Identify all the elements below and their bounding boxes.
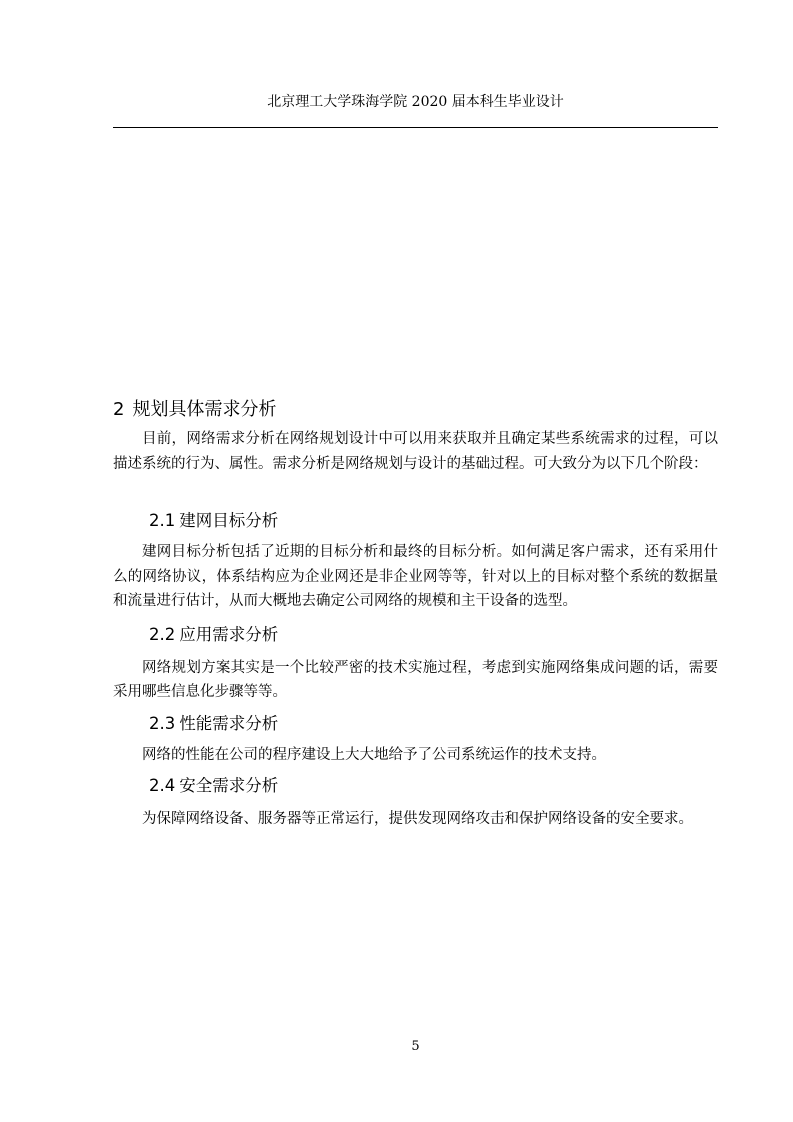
- chapter-number: 2: [113, 399, 125, 420]
- section-number: 2.2: [149, 624, 176, 644]
- section-number: 2.4: [149, 776, 176, 795]
- section-heading-2-4: [113, 773, 718, 799]
- section-heading-2-1: [113, 508, 718, 534]
- document-body: [113, 397, 718, 832]
- page-number: 5: [411, 1039, 420, 1054]
- section-title: 建网目标分析: [179, 511, 279, 530]
- chapter-heading: [113, 397, 718, 423]
- chapter-title: 规划具体需求分析: [132, 399, 277, 420]
- section-paragraph-2-3: 网络的性能在公司的程序建设上大大地给予了公司系统运作的技术支持。: [142, 746, 606, 763]
- header-divider: [113, 127, 718, 128]
- section-number: 2.3: [149, 713, 176, 733]
- page-header: 北京理工大学珠海学院 2020 届本科生毕业设计: [267, 94, 564, 110]
- section-paragraph-2-2: 网络规划方案其实是一个比较严密的技术实施过程，考虑到实施网络集成问题的话，需要采用哪些信息化步骤等等。: [113, 659, 718, 700]
- section-title: 安全需求分析: [179, 776, 279, 795]
- section-title: 性能需求分析: [179, 713, 279, 733]
- section-heading-2-3: [113, 711, 718, 737]
- section-paragraph-2-4: 为保障网络设备、服务器等正常运行，提供发现网络攻击和保护网络设备的安全要求。: [142, 811, 693, 827]
- chapter-intro-paragraph: 目前，网络需求分析在网络规划设计中可以用来获取并且确定某些系统需求的过程，可以描述系统的行为、属性。需求分析是网络规划与设计的基础过程。可大致分为以下几个阶段：: [113, 431, 718, 472]
- section-paragraph-2-1: 建网目标分析包括了近期的目标分析和最终的目标分析。如何满足客户需求，还有采用什么的网络协议，体系结构应为企业网还是非企业网等等，针对以上的目标对整个系统的数据量和流量进行估计，从而大概地去确定公司网络的规模和主干设备的选型。: [113, 544, 718, 609]
- section-number: 2.1: [149, 511, 176, 530]
- section-title: 应用需求分析: [179, 624, 279, 644]
- section-heading-2-2: [113, 622, 718, 648]
